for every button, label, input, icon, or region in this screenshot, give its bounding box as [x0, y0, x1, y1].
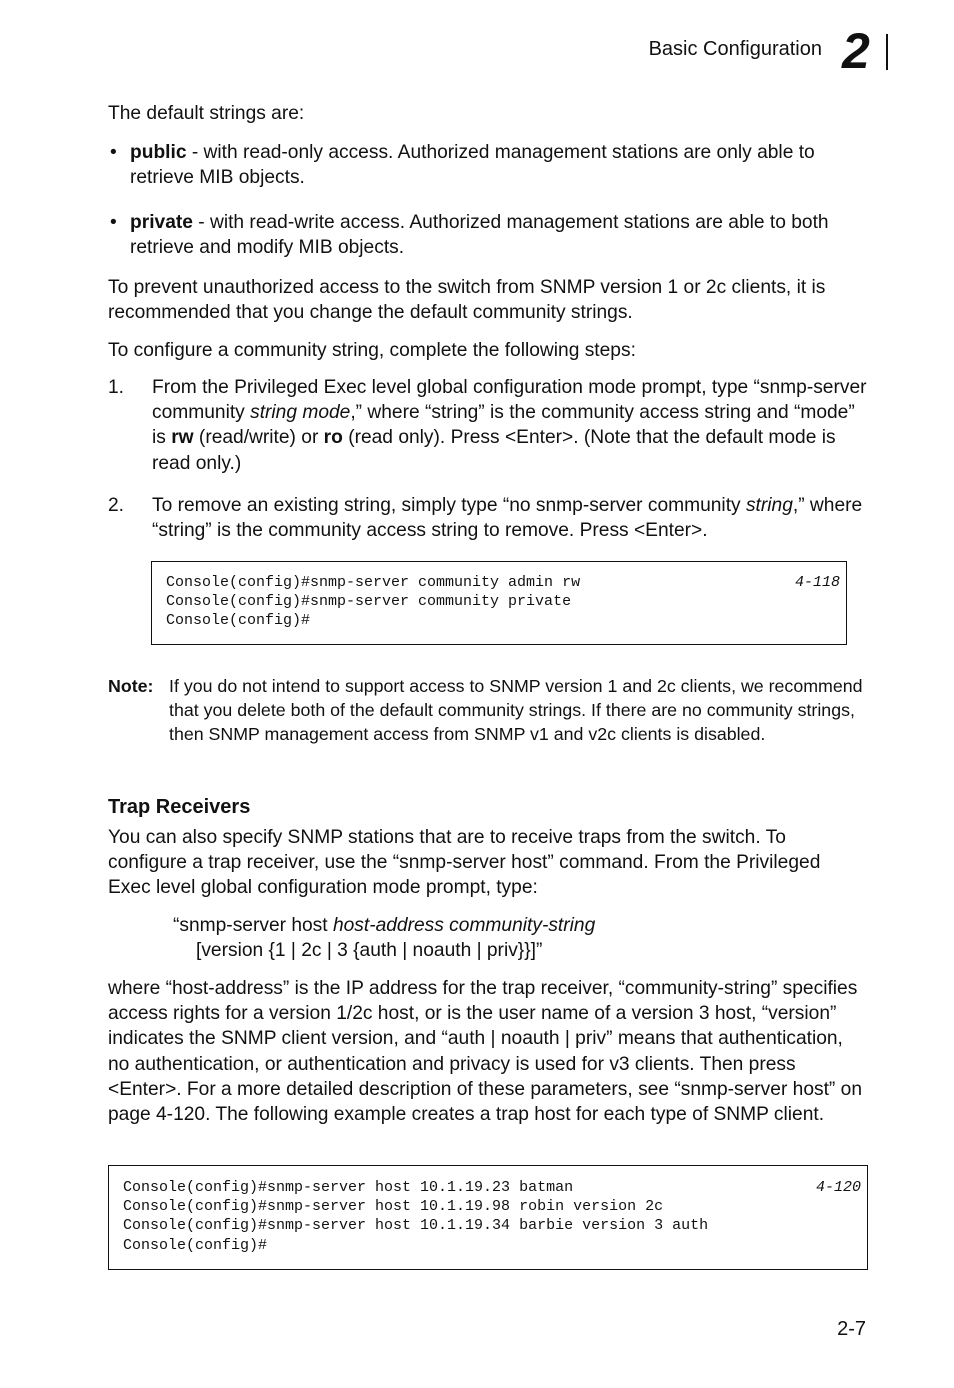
command-page-reference: 4-118	[794, 574, 840, 591]
prevent-paragraph: To prevent unauthorized access to the switch from SNMP version 1 or 2c clients, it is recommended that you change the default community strings.	[108, 277, 826, 324]
bullet-public	[108, 140, 868, 190]
trap-paragraph: You can also specify SNMP stations that are to receive traps from the switch. To configure a trap receiver, use the “snmp-server host” command. From the Privileged Exec level global configuration mode prompt, type:	[108, 827, 821, 899]
step-italic-term: string	[745, 495, 793, 516]
code-line: Console(config)#snmp-server host 10.1.19.23 batman 4-120	[123, 1179, 861, 1196]
section-heading: Trap Receivers	[108, 796, 251, 818]
where-paragraph: where “host-address” is the IP address for the trap receiver, “community-string” specifies access rights for a version 1/2c host, or is the user name of a version 3 host, “version” indicates the SNMP client version, and “auth | noauth | priv” means that authentication, no authentication, or authentication and privacy is used for v3 clients. Then press <Enter>. For a more detailed description of these parameters, see “snmp-server host” on page 4-120. The following example creates a trap host for each type of SNMP client.	[108, 978, 862, 1126]
code-block-community	[151, 561, 847, 645]
bullet-marker: •	[110, 142, 117, 163]
chapter-divider	[886, 34, 888, 70]
page-number: 2-7	[837, 1318, 866, 1340]
note-block	[108, 674, 868, 746]
command-syntax: “snmp-server host host-address community-string [version {1 | 2c | 3 {auth | noauth | priv}}]”	[173, 915, 596, 962]
code-line: Console(config)#snmp-server host 10.1.19.34 barbie version 3 auth	[123, 1217, 709, 1235]
step-number: 2.	[108, 495, 125, 516]
bullet-private	[108, 210, 868, 260]
bullet-term: public	[130, 142, 187, 163]
bullet-term: private	[130, 212, 193, 233]
step-bold-term: ro	[323, 427, 343, 449]
intro-paragraph: The default strings are:	[108, 103, 305, 124]
code-line: Console(config)#snmp-server community private	[166, 593, 572, 611]
bullet-marker: •	[110, 212, 117, 233]
code-line: Console(config)#	[123, 1236, 268, 1254]
code-line: Console(config)#	[166, 612, 311, 630]
running-header-title: Basic Configuration	[648, 38, 822, 60]
chapter-number: 2	[842, 23, 870, 79]
code-line: Console(config)#snmp-server community admin rw 4-118	[166, 574, 840, 591]
code-block-trap-host	[108, 1165, 868, 1270]
step-bold-term: rw	[171, 427, 194, 449]
note-text: If you do not intend to support access to SNMP version 1 and 2c clients, we recommend that you delete both of the default community strings. If there are no community strings, then SNMP management access from SNMP v1 and v2c clients is disabled.	[169, 676, 863, 744]
step-1: 1. From the Privileged Exec level global configuration mode prompt, type “snmp-server community string mode,” where “string” is the community access string and “mode” is rw (read/write) or ro (read only). Press <Enter>. (Note that the default mode is read only.)	[108, 377, 867, 474]
step-2: 2. To remove an existing string, simply type “no snmp-server community string,” where “string” is the community access string to remove. Press <Enter>.	[108, 495, 863, 542]
step-italic-term: string mode	[250, 402, 351, 424]
bullet-text: - with read-only access. Authorized management stations are only able to retrieve MIB objects.	[130, 142, 815, 189]
note-label: Note:	[108, 676, 154, 696]
command-page-reference: 4-120	[815, 1179, 861, 1196]
code-line: Console(config)#snmp-server host 10.1.19.98 robin version 2c	[123, 1198, 664, 1216]
configure-paragraph: To configure a community string, complete the following steps:	[108, 340, 636, 361]
bullet-text: - with read-write access. Authorized management stations are able to both retrieve and modify MIB objects.	[130, 212, 829, 259]
step-number: 1.	[108, 377, 125, 398]
